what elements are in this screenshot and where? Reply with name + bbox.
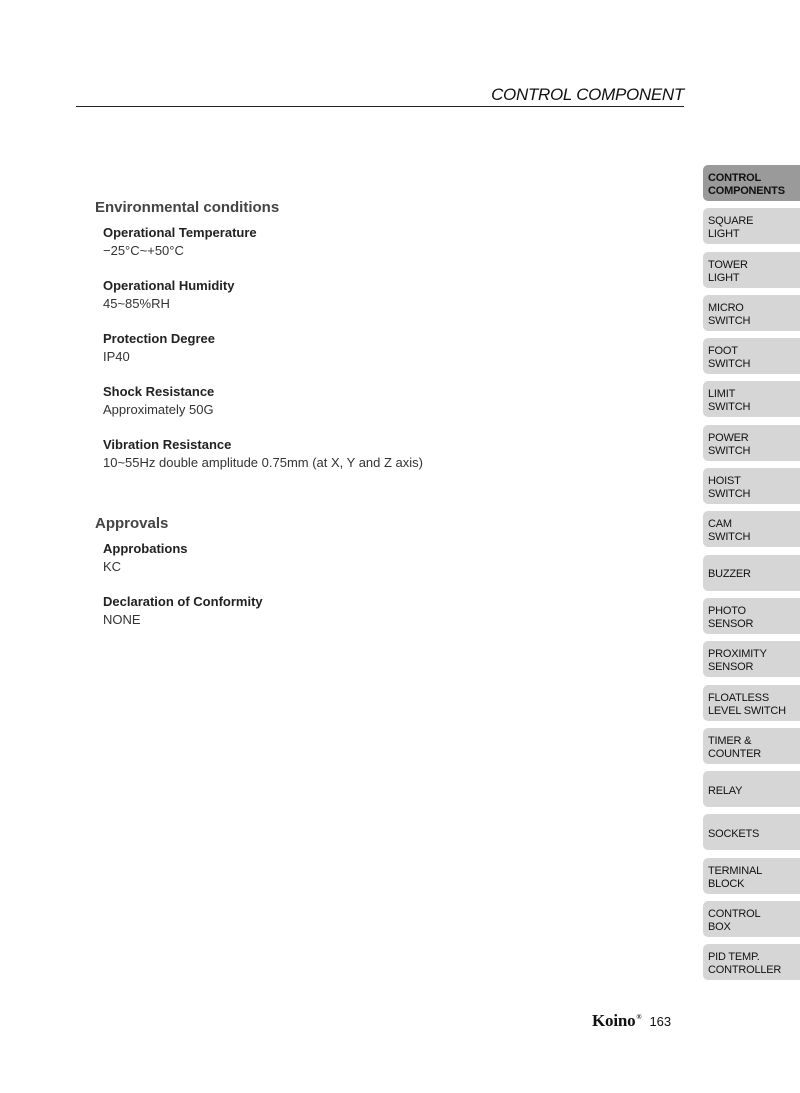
spec-value: NONE [103, 612, 141, 627]
tab-label: COMPONENTS [708, 185, 785, 197]
spec-label: Shock Resistance [103, 384, 215, 399]
tab-label: SWITCH [708, 531, 751, 544]
tab-label: RELAY [708, 784, 743, 797]
tab-proximity-sensor[interactable] [703, 641, 800, 677]
tab-photo-sensor[interactable] [703, 598, 800, 634]
tab-label: FLOATLESS [708, 691, 769, 704]
page-footer [592, 1011, 671, 1031]
tab-label: SENSOR [708, 617, 754, 630]
tab-hoist-switch[interactable] [703, 468, 800, 504]
spec-label: Operational Temperature [103, 225, 257, 240]
tab-label: BLOCK [708, 877, 745, 890]
section-title: Environmental conditions [95, 199, 280, 216]
spec-item [103, 277, 655, 313]
tab-label: SQUARE [708, 215, 754, 228]
tab-label: SOCKETS [708, 827, 760, 840]
brand-name: Koino [592, 1011, 636, 1030]
tab-label: CONTROLLER [708, 964, 782, 977]
tab-label: BUZZER [708, 568, 751, 581]
tab-label: TOWER [708, 258, 748, 271]
spec-item [103, 383, 655, 419]
tab-label: FOOT [708, 345, 738, 358]
tab-control-box[interactable] [703, 901, 800, 937]
spec-value: 45~85%RH [103, 296, 170, 311]
tab-label: POWER [708, 431, 749, 444]
spec-label: Approbations [103, 541, 188, 556]
tab-label: CONTROL [708, 172, 761, 184]
tab-label: MICRO [708, 301, 744, 314]
tab-label: PROXIMITY [708, 648, 767, 661]
spec-value: KC [103, 559, 122, 574]
tab-terminal-block[interactable] [703, 858, 800, 894]
tab-timer-counter[interactable] [703, 728, 800, 764]
header-rule [76, 106, 684, 107]
section-title: Approvals [95, 515, 169, 532]
section-spacer [95, 489, 655, 515]
header-title: CONTROL COMPONENT [491, 85, 684, 104]
category-tabs [703, 165, 800, 988]
tab-label: SWITCH [708, 401, 751, 414]
tab-label: SWITCH [708, 314, 751, 327]
tab-pid-temp-controller[interactable] [703, 944, 800, 980]
tab-square-light[interactable] [703, 208, 800, 244]
spec-value: 10~55Hz double amplitude 0.75mm (at X, Y and Z axis) [103, 455, 424, 470]
tab-buzzer[interactable] [703, 555, 800, 591]
tab-label: TIMER & [708, 734, 752, 747]
spec-label: Protection Degree [103, 331, 215, 346]
tab-label: LIGHT [708, 271, 740, 284]
page-number: 163 [649, 1014, 672, 1029]
tab-label: PHOTO [708, 604, 746, 617]
tab-foot-switch[interactable] [703, 338, 800, 374]
tab-label: PID TEMP. [708, 951, 760, 964]
spec-label: Operational Humidity [103, 278, 235, 293]
section-approvals [95, 515, 655, 629]
spec-item [103, 593, 655, 629]
tab-label: SENSOR [708, 661, 754, 674]
tab-label: CAM [708, 518, 732, 531]
tab-label: SWITCH [708, 358, 751, 371]
tab-label: LIMIT [708, 388, 736, 401]
tab-floatless-level-switch[interactable] [703, 685, 800, 721]
tab-label: BOX [708, 921, 731, 934]
spec-item [103, 224, 655, 260]
tab-label: SWITCH [708, 444, 751, 457]
section-environmental [95, 199, 655, 472]
tab-cam-switch[interactable] [703, 511, 800, 547]
spec-value: −25°C~+50°C [103, 243, 184, 258]
tab-control-components[interactable] [703, 165, 800, 201]
tab-micro-switch[interactable] [703, 295, 800, 331]
registered-mark: ® [636, 1013, 642, 1022]
tab-label: TERMINAL [708, 864, 763, 877]
spec-item [103, 436, 655, 472]
spec-label: Declaration of Conformity [103, 594, 263, 609]
brand-logo [592, 1011, 641, 1031]
tab-label: HOIST [708, 475, 741, 488]
tab-tower-light[interactable] [703, 252, 800, 288]
spec-item [103, 330, 655, 366]
tab-power-switch[interactable] [703, 425, 800, 461]
spec-label: Vibration Resistance [103, 437, 232, 452]
tab-label: LIGHT [708, 228, 740, 241]
tab-sockets[interactable] [703, 814, 800, 850]
spec-content [95, 199, 655, 646]
tab-label: LEVEL SWITCH [708, 704, 786, 717]
spec-value: IP40 [103, 349, 130, 364]
tab-label: COUNTER [708, 747, 761, 760]
tab-limit-switch[interactable] [703, 381, 800, 417]
spec-value: Approximately 50G [103, 402, 214, 417]
spec-item [103, 540, 655, 576]
tab-label: SWITCH [708, 488, 751, 501]
tab-relay[interactable] [703, 771, 800, 807]
tab-label: CONTROL [708, 908, 761, 921]
